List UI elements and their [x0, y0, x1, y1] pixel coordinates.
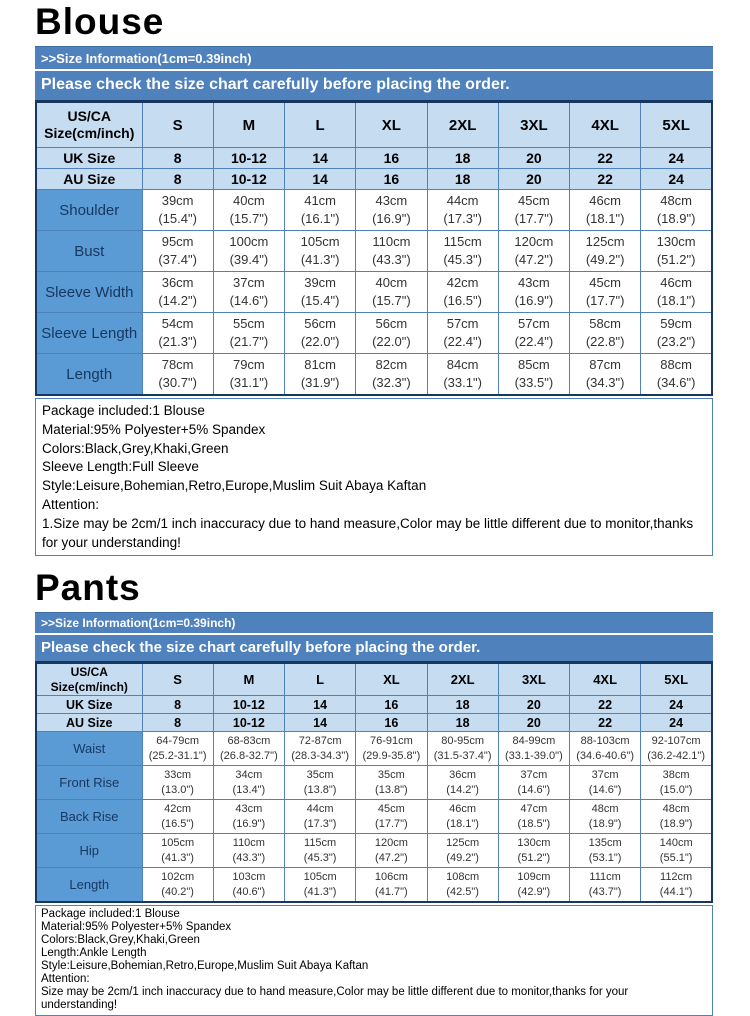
measurement-value-cell: 47cm (18.5")	[498, 800, 569, 834]
measurement-value-cell: 79cm (31.1")	[213, 354, 284, 396]
measurement-row	[36, 272, 712, 313]
measurement-value-cell: 64-79cm (25.2-31.1")	[142, 732, 213, 766]
size-value-cell: 14	[285, 696, 356, 714]
measurement-row	[36, 190, 712, 231]
measurement-value-cell: 45cm (17.7")	[570, 272, 641, 313]
measurement-value-cell: 105cm (41.3")	[285, 868, 356, 903]
corner-label-cell: US/CA Size(cm/inch)	[36, 663, 142, 696]
measurement-row	[36, 868, 712, 903]
measurement-value-cell: 43cm (16.9")	[213, 800, 284, 834]
measurement-value-cell: 43cm (16.9")	[498, 272, 569, 313]
measurement-value-cell: 57cm (22.4")	[498, 313, 569, 354]
size-value-cell: 18	[427, 148, 498, 169]
measurement-value-cell: 43cm (16.9")	[356, 190, 427, 231]
size-value-cell: 18	[427, 714, 498, 732]
measurement-label: Sleeve Length	[36, 313, 142, 354]
size-conversion-row	[36, 148, 712, 169]
measurement-label: Length	[36, 868, 142, 903]
measurement-value-cell: 58cm (22.8")	[570, 313, 641, 354]
measurement-value-cell: 36cm (14.2")	[142, 272, 213, 313]
blouse-notice-bar: Please check the size chart carefully before placing the order.	[35, 71, 713, 100]
measurement-value-cell: 110cm (43.3")	[356, 231, 427, 272]
size-value-cell: 8	[142, 148, 213, 169]
measurement-label: Back Rise	[36, 800, 142, 834]
measurement-value-cell: 35cm (13.8")	[356, 766, 427, 800]
measurement-value-cell: 120cm (47.2")	[356, 834, 427, 868]
measurement-value-cell: 112cm (44.1")	[641, 868, 712, 903]
size-column-header: 5XL	[641, 102, 712, 148]
measurement-value-cell: 40cm (15.7")	[213, 190, 284, 231]
size-column-header: M	[213, 102, 284, 148]
details-line: 1.Size may be 2cm/1 inch inaccuracy due to hand measure,Color may be little different due to monitor,thanks for your understanding!	[42, 515, 694, 550]
measurement-value-cell: 45cm (17.7")	[498, 190, 569, 231]
measurement-value-cell: 37cm (14.6")	[570, 766, 641, 800]
size-value-cell: 14	[285, 714, 356, 732]
size-value-cell: 10-12	[213, 169, 284, 190]
size-value-cell: 20	[498, 714, 569, 732]
details-line: Length:Ankle Length	[41, 947, 147, 960]
measurement-value-cell: 39cm (15.4")	[142, 190, 213, 231]
pants-details-box	[35, 905, 713, 1016]
measurement-value-cell: 48cm (18.9")	[641, 190, 712, 231]
measurement-value-cell: 34cm (13.4")	[213, 766, 284, 800]
measurement-value-cell: 39cm (15.4")	[285, 272, 356, 313]
size-value-cell: 24	[641, 696, 712, 714]
measurement-row	[36, 354, 712, 396]
measurement-value-cell: 125cm (49.2")	[570, 231, 641, 272]
size-row-label: UK Size	[36, 148, 142, 169]
blouse-title: Blouse	[35, 1, 165, 42]
measurement-value-cell: 130cm (51.2")	[641, 231, 712, 272]
table-header-row	[36, 102, 712, 148]
measurement-value-cell: 55cm (21.7")	[213, 313, 284, 354]
measurement-value-cell: 130cm (51.2")	[498, 834, 569, 868]
size-column-header: 5XL	[641, 663, 712, 696]
measurement-value-cell: 81cm (31.9")	[285, 354, 356, 396]
measurement-value-cell: 80-95cm (31.5-37.4")	[427, 732, 498, 766]
size-column-header: 2XL	[427, 102, 498, 148]
size-conversion-row	[36, 714, 712, 732]
size-value-cell: 22	[570, 169, 641, 190]
measurement-value-cell: 68-83cm (26.8-32.7")	[213, 732, 284, 766]
measurement-value-cell: 40cm (15.7")	[356, 272, 427, 313]
measurement-value-cell: 82cm (32.3")	[356, 354, 427, 396]
pants-section	[35, 567, 713, 1016]
measurement-value-cell: 33cm (13.0")	[142, 766, 213, 800]
measurement-value-cell: 106cm (41.7")	[356, 868, 427, 903]
size-column-header: 2XL	[427, 663, 498, 696]
size-value-cell: 22	[570, 148, 641, 169]
size-value-cell: 8	[142, 696, 213, 714]
measurement-value-cell: 76-91cm (29.9-35.8")	[356, 732, 427, 766]
measurement-value-cell: 35cm (13.8")	[285, 766, 356, 800]
size-value-cell: 8	[142, 169, 213, 190]
measurement-value-cell: 109cm (42.9")	[498, 868, 569, 903]
size-value-cell: 24	[641, 169, 712, 190]
measurement-label: Shoulder	[36, 190, 142, 231]
measurement-label: Length	[36, 354, 142, 396]
size-value-cell: 10-12	[213, 148, 284, 169]
size-column-header: XL	[356, 663, 427, 696]
measurement-label: Front Rise	[36, 766, 142, 800]
measurement-value-cell: 84cm (33.1")	[427, 354, 498, 396]
measurement-value-cell: 105cm (41.3")	[285, 231, 356, 272]
measurement-value-cell: 59cm (23.2")	[641, 313, 712, 354]
pants-size-chart-table	[35, 661, 713, 903]
pants-title: Pants	[35, 567, 141, 609]
measurement-value-cell: 48cm (18.9")	[641, 800, 712, 834]
measurement-value-cell: 46cm (18.1")	[427, 800, 498, 834]
measurement-value-cell: 44cm (17.3")	[427, 190, 498, 231]
measurement-value-cell: 125cm (49.2")	[427, 834, 498, 868]
size-conversion-row	[36, 169, 712, 190]
measurement-value-cell: 85cm (33.5")	[498, 354, 569, 396]
size-value-cell: 16	[356, 714, 427, 732]
size-column-header: S	[142, 102, 213, 148]
measurement-value-cell: 72-87cm (28.3-34.3")	[285, 732, 356, 766]
size-value-cell: 8	[142, 714, 213, 732]
pants-size-info-bar: >>Size Information(1cm=0.39inch)	[35, 612, 713, 633]
size-value-cell: 24	[641, 714, 712, 732]
measurement-value-cell: 140cm (55.1")	[641, 834, 712, 868]
blouse-size-chart-table	[35, 100, 713, 396]
size-value-cell: 10-12	[213, 714, 284, 732]
measurement-row	[36, 231, 712, 272]
details-line: Style:Leisure,Bohemian,Retro,Europe,Muslim Suit Abaya Kaftan	[41, 960, 369, 973]
size-column-header: S	[142, 663, 213, 696]
size-column-header: 3XL	[498, 663, 569, 696]
size-value-cell: 10-12	[213, 696, 284, 714]
measurement-value-cell: 84-99cm (33.1-39.0")	[498, 732, 569, 766]
measurement-value-cell: 115cm (45.3")	[285, 834, 356, 868]
size-value-cell: 18	[427, 696, 498, 714]
details-line: Style:Leisure,Bohemian,Retro,Europe,Muslim Suit Abaya Kaftan	[42, 478, 427, 494]
measurement-value-cell: 42cm (16.5")	[427, 272, 498, 313]
measurement-value-cell: 44cm (17.3")	[285, 800, 356, 834]
size-value-cell: 16	[356, 169, 427, 190]
size-value-cell: 22	[570, 714, 641, 732]
size-row-label: UK Size	[36, 696, 142, 714]
details-line: Sleeve Length:Full Sleeve	[42, 459, 199, 475]
measurement-value-cell: 95cm (37.4")	[142, 231, 213, 272]
corner-label-cell: US/CA Size(cm/inch)	[36, 102, 142, 148]
measurement-value-cell: 56cm (22.0")	[356, 313, 427, 354]
measurement-value-cell: 120cm (47.2")	[498, 231, 569, 272]
measurement-value-cell: 88cm (34.6")	[641, 354, 712, 396]
measurement-value-cell: 103cm (40.6")	[213, 868, 284, 903]
measurement-value-cell: 110cm (43.3")	[213, 834, 284, 868]
size-column-header: 4XL	[570, 663, 641, 696]
measurement-value-cell: 42cm (16.5")	[142, 800, 213, 834]
details-line: Material:95% Polyester+5% Spandex	[42, 421, 266, 437]
measurement-row	[36, 834, 712, 868]
measurement-value-cell: 37cm (14.6")	[498, 766, 569, 800]
size-value-cell: 20	[498, 148, 569, 169]
size-column-header: M	[213, 663, 284, 696]
measurement-value-cell: 37cm (14.6")	[213, 272, 284, 313]
measurement-value-cell: 41cm (16.1")	[285, 190, 356, 231]
measurement-value-cell: 108cm (42.5")	[427, 868, 498, 903]
measurement-value-cell: 87cm (34.3")	[570, 354, 641, 396]
measurement-value-cell: 46cm (18.1")	[570, 190, 641, 231]
measurement-row	[36, 313, 712, 354]
size-column-header: L	[285, 102, 356, 148]
measurement-value-cell: 56cm (22.0")	[285, 313, 356, 354]
measurement-label: Hip	[36, 834, 142, 868]
size-value-cell: 14	[285, 148, 356, 169]
measurement-value-cell: 46cm (18.1")	[641, 272, 712, 313]
details-line: Material:95% Polyester+5% Spandex	[41, 921, 232, 934]
measurement-value-cell: 115cm (45.3")	[427, 231, 498, 272]
measurement-label: Waist	[36, 732, 142, 766]
measurement-value-cell: 48cm (18.9")	[570, 800, 641, 834]
size-value-cell: 16	[356, 696, 427, 714]
details-line: Colors:Black,Grey,Khaki,Green	[42, 440, 229, 456]
page-content	[35, 1, 713, 1016]
blouse-size-info-bar: >>Size Information(1cm=0.39inch)	[35, 46, 713, 69]
measurement-value-cell: 92-107cm (36.2-42.1")	[641, 732, 712, 766]
measurement-value-cell: 78cm (30.7")	[142, 354, 213, 396]
pants-notice-bar: Please check the size chart carefully before placing the order.	[35, 635, 713, 661]
size-value-cell: 14	[285, 169, 356, 190]
size-column-header: L	[285, 663, 356, 696]
measurement-value-cell: 57cm (22.4")	[427, 313, 498, 354]
table-header-row	[36, 663, 712, 696]
measurement-label: Sleeve Width	[36, 272, 142, 313]
size-column-header: XL	[356, 102, 427, 148]
size-row-label: AU Size	[36, 714, 142, 732]
measurement-value-cell: 111cm (43.7")	[570, 868, 641, 903]
details-line: Size may be 2cm/1 inch inaccuracy due to hand measure,Color may be little different due to monitor,thanks for your understanding!	[41, 986, 629, 1012]
measurement-value-cell: 88-103cm (34.6-40.6")	[570, 732, 641, 766]
size-value-cell: 20	[498, 169, 569, 190]
measurement-value-cell: 54cm (21.3")	[142, 313, 213, 354]
details-line: Attention:	[41, 973, 90, 986]
blouse-details-box	[35, 398, 713, 556]
details-line: Package included:1 Blouse	[41, 908, 180, 921]
measurement-value-cell: 102cm (40.2")	[142, 868, 213, 903]
details-line: Colors:Black,Grey,Khaki,Green	[41, 934, 200, 947]
details-line: Package included:1 Blouse	[42, 403, 205, 418]
measurement-value-cell: 36cm (14.2")	[427, 766, 498, 800]
measurement-row	[36, 800, 712, 834]
size-row-label: AU Size	[36, 169, 142, 190]
measurement-value-cell: 105cm (41.3")	[142, 834, 213, 868]
blouse-section	[35, 1, 713, 556]
measurement-value-cell: 135cm (53.1")	[570, 834, 641, 868]
size-value-cell: 18	[427, 169, 498, 190]
details-line: Attention:	[42, 496, 100, 512]
measurement-row	[36, 766, 712, 800]
size-conversion-row	[36, 696, 712, 714]
size-column-header: 3XL	[498, 102, 569, 148]
size-value-cell: 24	[641, 148, 712, 169]
measurement-row	[36, 732, 712, 766]
measurement-value-cell: 100cm (39.4")	[213, 231, 284, 272]
size-value-cell: 22	[570, 696, 641, 714]
measurement-value-cell: 38cm (15.0")	[641, 766, 712, 800]
size-value-cell: 16	[356, 148, 427, 169]
measurement-value-cell: 45cm (17.7")	[356, 800, 427, 834]
size-column-header: 4XL	[570, 102, 641, 148]
measurement-label: Bust	[36, 231, 142, 272]
size-value-cell: 20	[498, 696, 569, 714]
